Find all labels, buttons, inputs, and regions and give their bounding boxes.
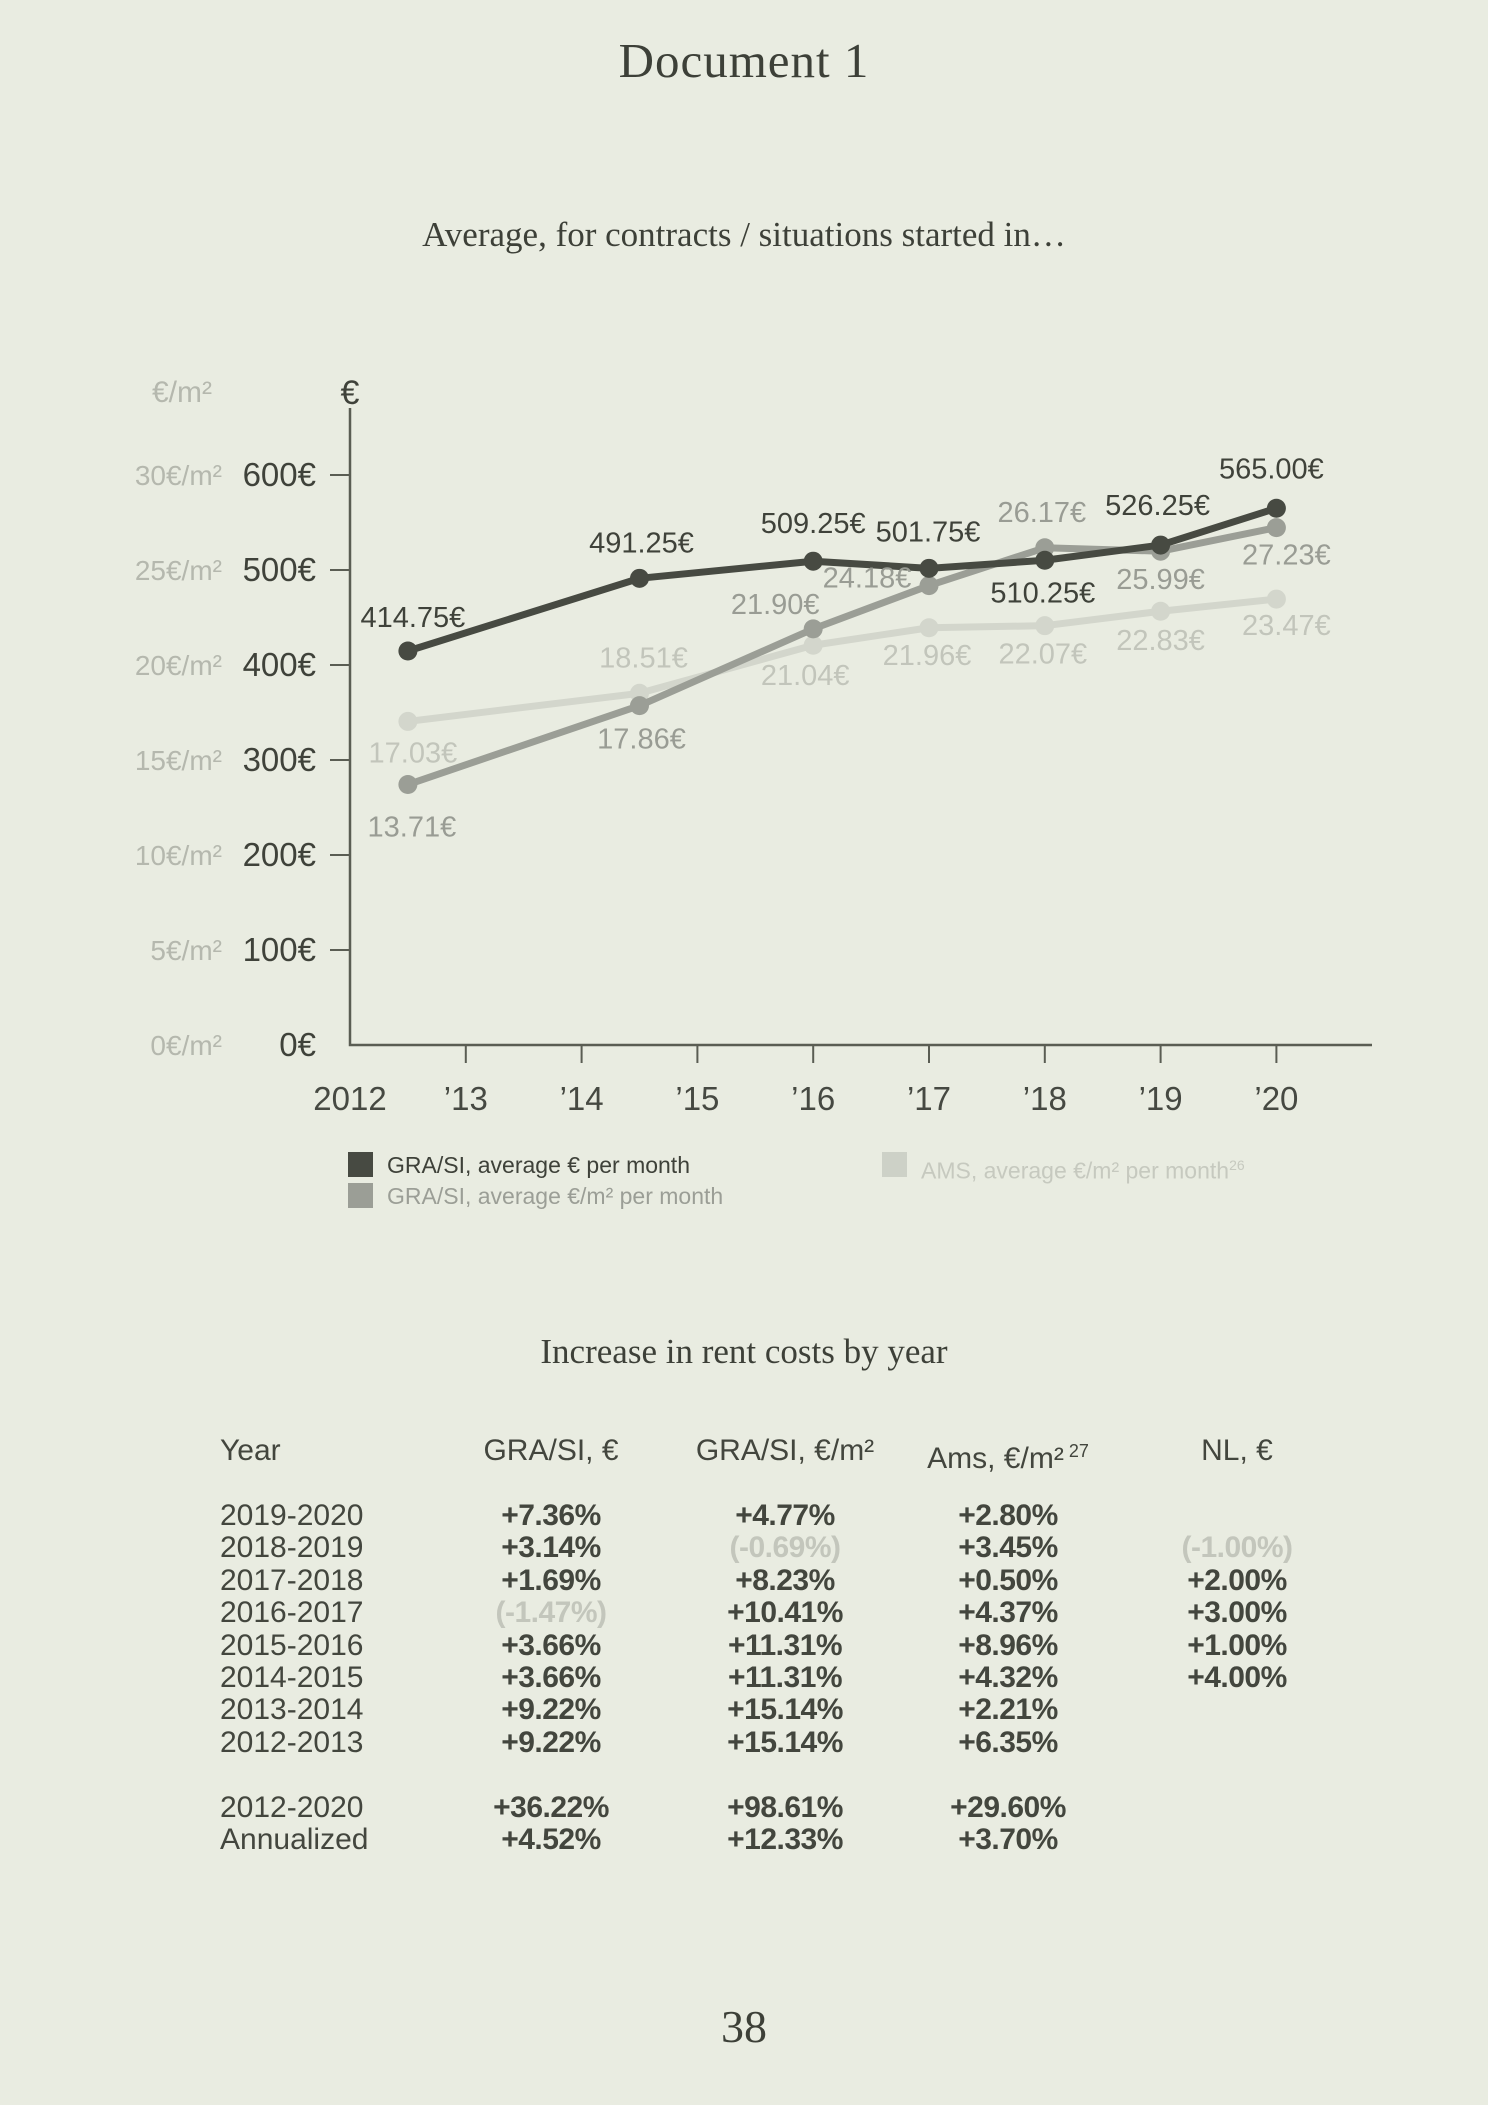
legend-label-ams: AMS, average €/m² per month$^{26}$ bbox=[921, 1157, 1245, 1184]
x-tick-label: ’20 bbox=[1254, 1080, 1299, 1117]
y-tick-label-eur: 0€ bbox=[279, 1026, 316, 1063]
y-tick-label-eur: 200€ bbox=[242, 836, 316, 873]
point-label-1: 27.23€ bbox=[1242, 539, 1331, 572]
y-tick-label-eur: 100€ bbox=[242, 931, 316, 968]
y-tick-label-eur: 300€ bbox=[242, 741, 316, 778]
table-row bbox=[150, 1823, 1340, 1857]
legend-label-gra-eur: GRA/SI, average € per month bbox=[387, 1152, 690, 1178]
table-cell-value: +3.66% bbox=[501, 1661, 601, 1694]
ams-footnote: 27 bbox=[1063, 1441, 1089, 1461]
point-label-1: 21.90€ bbox=[730, 588, 820, 621]
series-point-0 bbox=[1151, 536, 1170, 555]
table-cell-value: +4.77% bbox=[735, 1499, 835, 1532]
table-cell-value: +3.00% bbox=[1187, 1596, 1287, 1630]
table-cell-value: +29.60% bbox=[950, 1791, 1066, 1824]
point-label-0: 565.00€ bbox=[1218, 453, 1324, 486]
point-label-2: 23.47€ bbox=[1242, 610, 1331, 643]
table-cell-value: +36.22% bbox=[493, 1791, 609, 1824]
table-cell-year: 2017-2018 bbox=[220, 1563, 364, 1597]
page-number: 38 bbox=[721, 2001, 767, 2052]
table-cell-value: +12.33% bbox=[727, 1823, 843, 1857]
series-point-2 bbox=[1151, 602, 1170, 621]
point-label-0: 526.25€ bbox=[1105, 490, 1211, 523]
table-cell-value: +11.31% bbox=[727, 1661, 843, 1694]
table-cell-value: +2.21% bbox=[958, 1693, 1058, 1727]
table-cell-year: Year bbox=[220, 1434, 281, 1467]
table-cell-year: 2012-2013 bbox=[220, 1725, 364, 1759]
series-point-2 bbox=[920, 618, 939, 637]
table-cell-value: +8.23% bbox=[735, 1563, 835, 1597]
series-point-0 bbox=[1035, 551, 1054, 570]
y-tick-label-m2: 15€/m² bbox=[134, 745, 222, 776]
table-row bbox=[150, 1531, 1340, 1565]
series-point-2 bbox=[1035, 616, 1054, 635]
table-cell-value: +4.37% bbox=[958, 1596, 1058, 1630]
y-tick-label-m2: 25€/m² bbox=[134, 555, 222, 586]
y-tick-label-m2: 30€/m² bbox=[134, 460, 222, 491]
point-label-1: 25.99€ bbox=[1116, 564, 1205, 597]
table-cell-value: +2.80% bbox=[958, 1499, 1058, 1532]
y-tick-label-m2: 10€/m² bbox=[134, 840, 222, 871]
x-tick-label: ’17 bbox=[906, 1080, 952, 1117]
point-label-0: 414.75€ bbox=[360, 601, 466, 634]
y-axis-header-eur: € bbox=[340, 374, 360, 412]
page-title: Document 1 bbox=[618, 33, 870, 88]
table-cell-value: +9.22% bbox=[501, 1693, 601, 1727]
point-label-1: 17.86€ bbox=[597, 723, 686, 756]
table-cell-value: +3.66% bbox=[501, 1628, 601, 1662]
series-point-2 bbox=[1267, 590, 1286, 609]
table-row bbox=[150, 1596, 1340, 1630]
point-label-2: 22.07€ bbox=[998, 638, 1088, 671]
table-cell-value: +3.45% bbox=[958, 1531, 1058, 1565]
table-row bbox=[150, 1629, 1340, 1663]
y-tick-label-eur: 400€ bbox=[242, 646, 316, 683]
y-tick-label-eur: 600€ bbox=[242, 456, 316, 493]
series-point-1 bbox=[398, 775, 417, 794]
legend-ams-footnote: 26 bbox=[1229, 1157, 1245, 1173]
x-tick-label: ’13 bbox=[443, 1080, 488, 1117]
series-point-2 bbox=[398, 712, 417, 731]
rent-line-chart bbox=[0, 360, 1488, 1140]
legend-swatch-gra-m2 bbox=[348, 1183, 373, 1208]
table-row bbox=[150, 1726, 1340, 1760]
point-label-0: 501.75€ bbox=[875, 516, 981, 549]
table-cell-value: GRA/SI, € bbox=[483, 1434, 619, 1467]
table-cell-year: 2013-2014 bbox=[220, 1693, 364, 1727]
table-cell-value: (-1.47%) bbox=[495, 1596, 607, 1630]
table-cell-value: +3.70% bbox=[958, 1823, 1058, 1857]
table-cell-value: +4.52% bbox=[501, 1823, 601, 1857]
table-cell-value: +1.69% bbox=[501, 1563, 601, 1597]
table-cell-value: +11.31% bbox=[727, 1628, 843, 1662]
table-cell-value: +1.00% bbox=[1187, 1628, 1287, 1662]
x-tick-label: ’16 bbox=[791, 1080, 836, 1117]
legend-swatch-ams bbox=[882, 1152, 907, 1177]
x-tick-label: 2012 bbox=[313, 1080, 387, 1117]
series-point-2 bbox=[804, 636, 823, 655]
chart-title: Average, for contracts / situations started in… bbox=[422, 215, 1066, 254]
point-label-2: 18.51€ bbox=[599, 642, 688, 675]
table-cell-value: +15.14% bbox=[727, 1693, 843, 1727]
table-cell-value: +8.96% bbox=[958, 1628, 1058, 1662]
point-label-2: 21.96€ bbox=[882, 639, 972, 672]
table-cell-value: NL, € bbox=[1201, 1434, 1273, 1467]
table-cell-value: +2.00% bbox=[1187, 1563, 1287, 1597]
table-cell-year: Annualized bbox=[220, 1823, 369, 1857]
table-cell-value: (-1.00%) bbox=[1181, 1531, 1293, 1565]
table-cell-value: +15.14% bbox=[727, 1725, 843, 1759]
point-label-2: 21.04€ bbox=[760, 660, 850, 693]
series-point-1 bbox=[920, 576, 939, 595]
table-cell-value: +7.36% bbox=[501, 1499, 601, 1532]
table-cell-year: 2015-2016 bbox=[220, 1628, 364, 1662]
y-tick-label-m2: 0€/m² bbox=[150, 1030, 222, 1061]
point-label-2: 17.03€ bbox=[368, 737, 458, 770]
table-row bbox=[150, 1791, 1340, 1825]
table-row bbox=[150, 1693, 1340, 1727]
point-label-1: 26.17€ bbox=[997, 496, 1087, 529]
series-point-0 bbox=[920, 559, 939, 578]
table-cell-year: 2019-2020 bbox=[220, 1499, 364, 1532]
table-cell-year: 2012-2020 bbox=[220, 1791, 364, 1824]
table-cell-value: +98.61% bbox=[727, 1791, 843, 1824]
legend-swatch-gra-eur bbox=[348, 1152, 373, 1177]
table-cell-value: +10.41% bbox=[727, 1596, 843, 1630]
x-tick-label: ’15 bbox=[675, 1080, 720, 1117]
point-label-0: 509.25€ bbox=[760, 508, 866, 541]
point-label-1: 13.71€ bbox=[367, 811, 457, 844]
series-point-0 bbox=[398, 641, 417, 660]
point-label-2: 22.83€ bbox=[1116, 625, 1205, 658]
legend-label-gra-m2: GRA/SI, average €/m² per month bbox=[387, 1183, 724, 1209]
table-row bbox=[150, 1564, 1340, 1598]
table-cell-value: +4.32% bbox=[958, 1661, 1058, 1694]
table-cell-value: +9.22% bbox=[501, 1725, 601, 1759]
series-point-1 bbox=[804, 619, 823, 638]
y-tick-label-m2: 20€/m² bbox=[134, 650, 222, 681]
y-axis-header-m2: €/m² bbox=[152, 376, 212, 409]
table-cell-year: 2018-2019 bbox=[220, 1531, 364, 1565]
table-cell-value: Ams, €/m² $^{27}$ bbox=[927, 1441, 1089, 1475]
y-tick-label-eur: 500€ bbox=[242, 551, 316, 588]
point-label-1: 24.18€ bbox=[822, 562, 912, 595]
x-tick-label: ’14 bbox=[559, 1080, 604, 1117]
table-row bbox=[150, 1661, 1340, 1695]
table-cell-value: GRA/SI, €/m² bbox=[695, 1434, 875, 1467]
table-cell-value: +3.14% bbox=[501, 1531, 601, 1565]
table-cell-value: (-0.69%) bbox=[729, 1531, 841, 1565]
x-tick-label: ’18 bbox=[1022, 1080, 1067, 1117]
table-cell-year: 2014-2015 bbox=[220, 1661, 364, 1694]
table-cell-year: 2016-2017 bbox=[220, 1596, 364, 1630]
series-point-0 bbox=[630, 569, 649, 588]
point-label-0: 510.25€ bbox=[990, 577, 1096, 610]
series-point-1 bbox=[1267, 518, 1286, 537]
series-point-0 bbox=[804, 552, 823, 571]
table-title: Increase in rent costs by year bbox=[540, 1332, 948, 1371]
series-point-0 bbox=[1267, 499, 1286, 518]
table-cell-value: +6.35% bbox=[958, 1725, 1058, 1759]
chart-axes bbox=[350, 408, 1372, 1045]
table-row bbox=[150, 1499, 1340, 1533]
point-label-0: 491.25€ bbox=[589, 527, 694, 560]
table-cell-value: +4.00% bbox=[1187, 1661, 1287, 1694]
table-cell-value: +0.50% bbox=[958, 1563, 1058, 1597]
x-tick-label: ’19 bbox=[1138, 1080, 1183, 1117]
y-tick-label-m2: 5€/m² bbox=[150, 935, 222, 966]
table-header-row bbox=[150, 1434, 1340, 1475]
series-point-1 bbox=[630, 696, 649, 715]
